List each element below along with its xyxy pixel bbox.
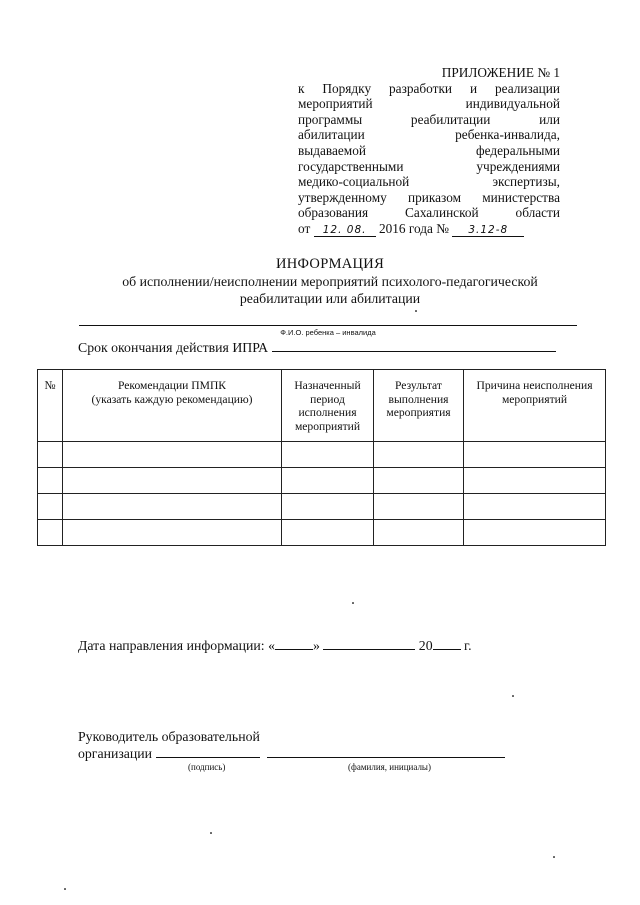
scan-speck [512, 695, 514, 697]
name-caption: (фамилия, инициалы) [348, 762, 431, 772]
date-sent-line [78, 638, 472, 654]
table-cell[interactable] [38, 468, 63, 494]
table-row [38, 468, 606, 494]
table-row [38, 442, 606, 468]
date-prefix: от [298, 220, 311, 236]
ipra-label: Срок окончания действия ИПРА [78, 340, 269, 355]
table-cell[interactable] [374, 442, 464, 468]
scan-speck [352, 602, 354, 604]
handwritten-date: 12. 08. [314, 224, 376, 237]
document-title: ИНФОРМАЦИЯ [275, 256, 385, 272]
table-cell[interactable] [282, 442, 374, 468]
header-reason: Причина неисполнения мероприятий [464, 370, 606, 442]
header-recommendations: Рекомендации ПМПК (указать каждую рекомендацию) [63, 370, 282, 442]
table-cell[interactable] [63, 520, 282, 546]
date-sent-label: Дата направления информации: « [78, 638, 275, 653]
table-cell[interactable] [374, 468, 464, 494]
fio-underline [79, 325, 577, 326]
year-suffix: г. [464, 638, 472, 653]
table-cell[interactable] [282, 494, 374, 520]
header-result: Результат выполнения мероприятия [374, 370, 464, 442]
year-blank[interactable] [433, 649, 461, 650]
table-cell[interactable] [63, 442, 282, 468]
handwritten-number: 3.12-8 [452, 224, 524, 237]
table-cell[interactable] [38, 520, 63, 546]
table-cell[interactable] [464, 494, 606, 520]
scan-speck [553, 856, 555, 858]
header-period: Назначенный период исполнения мероприятий [282, 370, 374, 442]
table-cell[interactable] [374, 494, 464, 520]
table-cell[interactable] [63, 468, 282, 494]
head-title-line1: Руководитель образовательной [78, 729, 260, 744]
scan-speck [415, 310, 417, 312]
table-cell[interactable] [464, 442, 606, 468]
appendix-body: к Порядку разработки и реализации мероприятий индивидуальной программы реабилитации или абилитации ребенка-инвалида, выдаваемой федеральными государственными учреждениями медико-социальной экспертизы, утвержденному приказом министерства образования Сахалинской области [298, 80, 560, 221]
fio-caption: Ф.И.О. ребенка – инвалида [280, 328, 376, 337]
signature-caption: (подпись) [188, 762, 226, 772]
scan-speck [64, 888, 66, 890]
century-text: 20 [418, 638, 433, 653]
head-title-line2-row [78, 745, 505, 762]
table-cell[interactable] [38, 494, 63, 520]
signature-blank[interactable] [156, 757, 260, 758]
table-cell[interactable] [38, 442, 63, 468]
measures-table [37, 369, 606, 546]
table-header-row [38, 370, 606, 442]
document-subtitle: об исполнении/неисполнении мероприятий психолого-педагогической реабилитации или абилитации [122, 274, 538, 306]
year-text: 2016 года № [378, 220, 449, 236]
name-blank[interactable] [267, 757, 505, 758]
header-number: № [38, 370, 63, 442]
ipra-line [78, 340, 556, 356]
scan-speck [210, 832, 212, 834]
table-cell[interactable] [374, 520, 464, 546]
quote-close: » [312, 638, 320, 653]
ipra-date-blank[interactable] [272, 351, 556, 352]
month-blank[interactable] [323, 649, 415, 650]
table-row [38, 520, 606, 546]
appendix-block [298, 65, 560, 237]
table-cell[interactable] [282, 468, 374, 494]
head-title-line2: организации [78, 746, 153, 761]
table-cell[interactable] [464, 468, 606, 494]
table-cell[interactable] [282, 520, 374, 546]
table-cell[interactable] [63, 494, 282, 520]
day-blank[interactable] [275, 649, 313, 650]
table-row [38, 494, 606, 520]
head-signature-block [78, 728, 505, 762]
table-cell[interactable] [464, 520, 606, 546]
appendix-title: ПРИЛОЖЕНИЕ № 1 [441, 65, 560, 80]
appendix-date-line [298, 221, 560, 237]
